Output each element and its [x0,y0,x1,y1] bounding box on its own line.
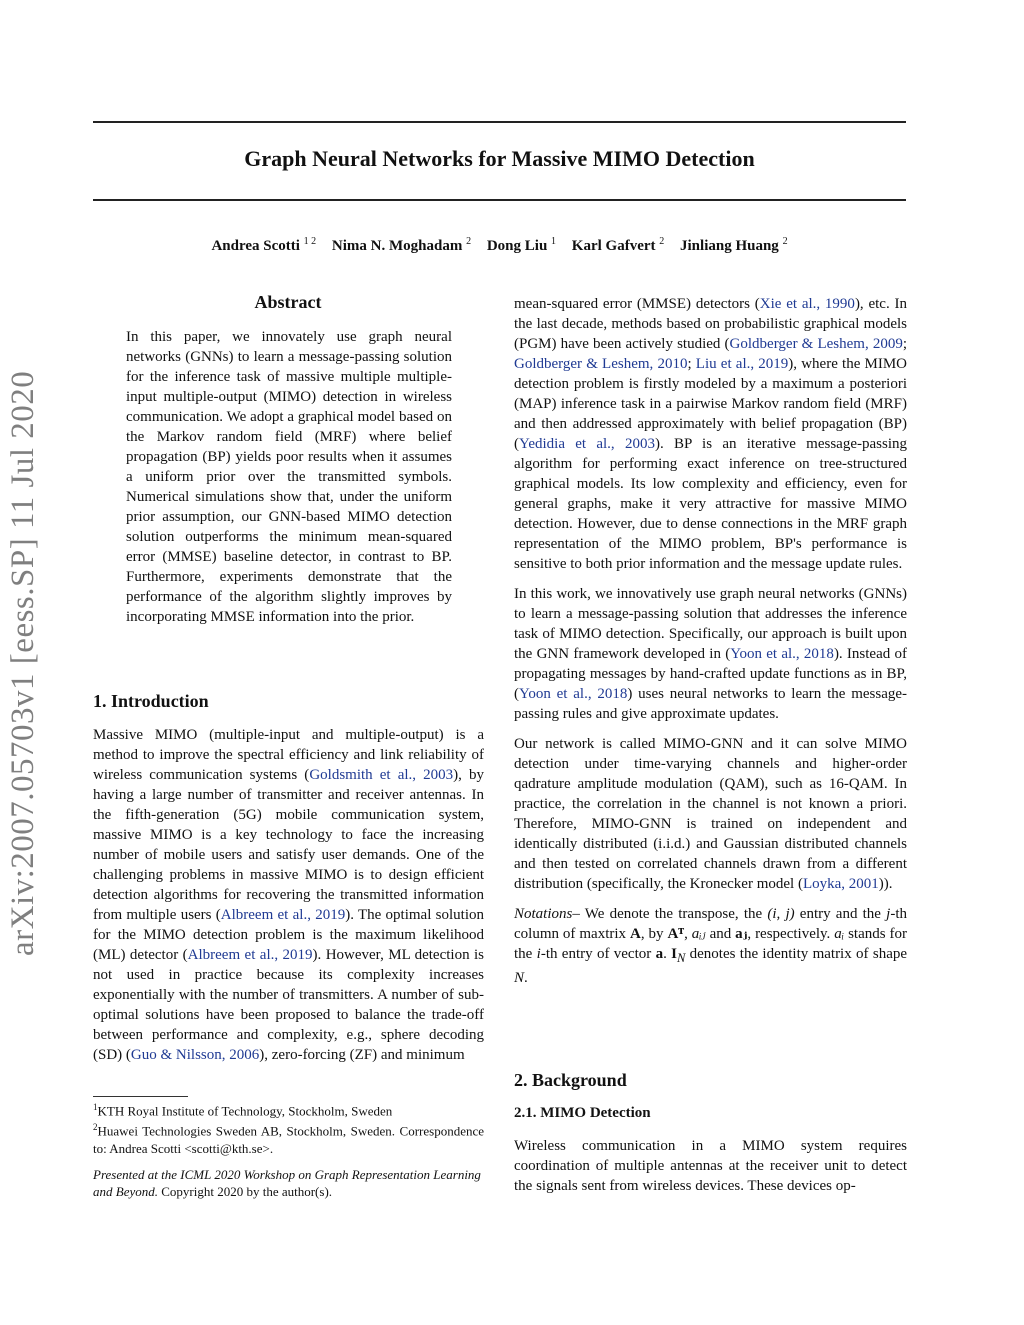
paragraph: Massive MIMO (multiple-input and multiple-output) is a method to improve the spectral efficiency and link reliability of wireless communication systems (Goldsmith et al., 2003), by having a large number of transmitter and receiver antennas. In the fifth-generation (5G) mobile communication system, massive MIMO is a key technology to face the increasing number of mobile users and satisfy user demands. One of the challenging problems in massive MIMO is to design efficient detection algorithms for recovering the transmitted information from multiple users (Albreem et al., 2019). The optimal solution for the MIMO detection problem is the maximum likelihood (ML) detector (Albreem et al., 2019). However, ML detection is not used in practice because its complexity increases exponentially with the number of transmitters. A number of sub-optimal solutions have been proposed to balance the trade-off between performance and complexity, e.g., sphere decoding (SD) (Guo & Nilsson, 2006), zero-forcing (ZF) and minimum [93,727,484,1063]
paragraph: Our network is called MIMO-GNN and it can solve MIMO detection under time-varying channels and higher-order qadrature amplitude modulation (QAM), such as 16-QAM. In practice, the correlation in the channel is not known a priori. Therefore, MIMO-GNN is trained on independent and identically distributed (i.i.d.) and Gaussian distributed channels and then tested on correlated channels drawn from a different distribution (specifically, the Kronecker model (Loyka, 2001)). [514,736,907,892]
citation-link[interactable]: Yedidia et al., 2003 [519,436,655,452]
abstract-text: In this paper, we innovately use graph neural networks (GNNs) to learn a message-passing solution for the inference task of massive multiple multiple-input multiple-output (MIMO) detection in wireless communication. We adopt a graphical model based on the Markov random field (MRF) where belief propagation (BP) yields poor results when it assumes a uniform prior over the transmitted symbols. Numerical simulations show that, under the uniform prior assumption, our GNN-based MIMO detection solution outperforms the minimum mean-squared error (MMSE) baseline detector, in contrast to BP. Furthermore, experiments demonstrate that the performance of the algorithm slightly improves by incorporating MMSE information into the prior. [126,329,452,625]
citation-link[interactable]: Goldsmith et al., 2003 [309,767,454,783]
author-list [93,236,906,255]
mimo-detection-heading: 2.1. MIMO Detection [514,1105,651,1121]
right-column-body [514,294,907,998]
author: Nima N. Moghadam $^2$ [331,236,472,254]
author: Jinliang Huang $^2$ [680,236,788,254]
title-top-rule [93,121,906,123]
author: Karl Gafvert $^2$ [571,236,665,254]
citation-link[interactable]: Guo & Nilsson, 2006 [130,1047,260,1063]
abstract-heading: Abstract [254,292,322,312]
introduction-body [93,725,484,1075]
citation-link[interactable]: Liu et al., 2019 [695,356,789,372]
title-bottom-rule [93,199,906,201]
paragraph: Wireless communication in a MIMO system requires coordination of multiple antennas at the receiver unit to detect the signals sent from wireless devices. These devices op- [514,1138,907,1194]
citation-link[interactable]: Goldberger & Leshem, 2009 [729,336,903,352]
arxiv-identifier: arXiv:2007.05703v1 [eess.SP] 11 Jul 2020 [5,370,41,956]
citation-link[interactable]: Yoon et al., 2018 [519,686,628,702]
paper-title: Graph Neural Networks for Massive MIMO Detection [244,146,755,171]
notations-paragraph: Notations– We denote the transpose, the (i, j) entry and the j-th column of maxtrix A, by Aᵀ, aᵢⱼ and aⱼ, respectively. aᵢ stands for the i-th entry of vector a. $I_N$ denotes the identity matrix of shape N. [514,906,908,986]
background-heading: 2. Background [514,1070,627,1090]
author: Dong Liu $^1$ [486,236,557,254]
citation-link[interactable]: Yoon et al., 2018 [730,646,834,662]
citation-link[interactable]: Albreem et al., 2019 [187,947,313,963]
citation-link[interactable]: Goldberger & Leshem, 2010 [514,356,688,372]
citation-link[interactable]: Albreem et al., 2019 [220,907,346,923]
author: Andrea Scotti $^{1 2}$ [211,236,317,254]
footnote-rule [93,1096,188,1097]
citation-link[interactable]: Loyka, 2001 [802,876,879,892]
citation-link[interactable]: Xie et al., 1990 [759,296,855,312]
paragraph: mean-squared error (MMSE) detectors (Xie et al., 1990), etc. In the last decade, methods based on probabilistic graphical models (PGM) have been actively studied (Goldberger & Leshem, 2009; Goldberger & Leshem, 2010; Liu et al., 2019), where the MIMO detection problem is firstly modeled by a maximum a posteriori (MAP) inference task in a pairwise Markov random field (MRF) and then addressed approximately with belief propagation (BP) (Yedidia et al., 2003). BP is an iterative message-passing algorithm for performing exact inference on tree-structured graphical models. Its low complexity and efficiency, even for general graphs, make it very attractive for massive MIMO detection. However, due to dense connections in the MRF graph representation of the MIMO problem, BP's performance is sensitive to both prior information and the message update rules. [514,296,908,572]
affiliation-footnote: $^1$KTH Royal Institute of Technology, Stockholm, Sweden $^2$Huawei Technologies Sweden AB, Stockholm, Sweden. Correspondence to: Andrea Scotti <scotti@kth.se>. [93,1102,484,1156]
introduction-heading: 1. Introduction [93,691,209,711]
mimo-detection-body [514,1136,907,1206]
paragraph: In this work, we innovatively use graph neural networks (GNNs) to learn a message-passing solution that addresses the inference task of MIMO detection. Specifically, our approach is built upon the GNN framework developed in (Yoon et al., 2018). Instead of propagating messages by hand-crafted update functions as in BP, (Yoon et al., 2018) uses neural networks to learn the message-passing rules and give approximate updates. [514,586,908,722]
venue-note: Presented at the ICML 2020 Workshop on Graph Representation Learning and Beyond. Copyright 2020 by the author(s). [93,1167,481,1199]
